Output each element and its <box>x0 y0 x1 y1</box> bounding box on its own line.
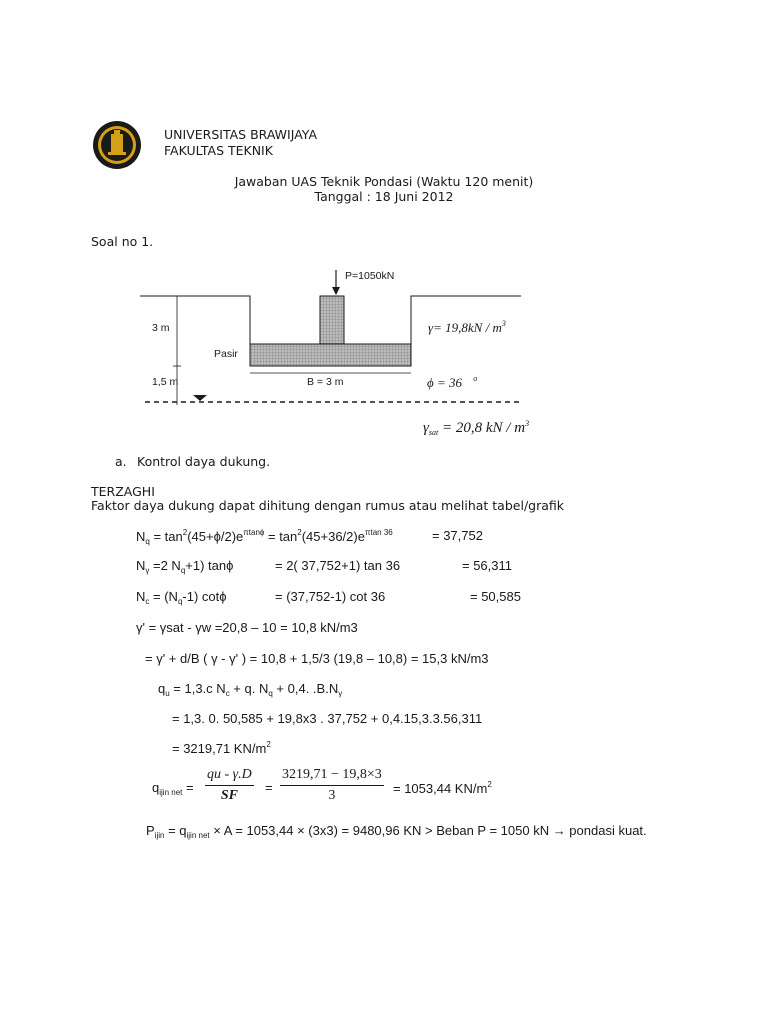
qu-lhs-sub: u <box>165 689 170 698</box>
qu-a-sub: c <box>225 689 230 698</box>
eq-nc <box>136 589 227 606</box>
gamma-exponent: 3 <box>501 319 506 328</box>
width-label: B = 3 m <box>307 376 344 388</box>
faculty-name: FAKULTAS TEKNIK <box>164 143 273 158</box>
qu-b: + q. N <box>229 681 269 696</box>
nc-a-sub: q <box>177 597 183 606</box>
phi-symbol: ϕ <box>427 375 434 390</box>
eq-gamma-effective: = γ' + d/B ( γ - γ' ) = 10,8 + 1,5/3 (19,8 – 10,8) = 15,3 kN/m3 <box>145 651 489 666</box>
qu-b-sub: q <box>268 689 273 698</box>
section-a-text: Kontrol daya dukung. <box>137 454 271 469</box>
eq-gamma-prime: γ' = γsat - γw =20,8 – 10 = 10,8 kN/m3 <box>136 620 358 635</box>
nc-calc: = (37,752-1) cot 36 <box>275 589 386 604</box>
depth-label-1-5m: 1,5 m <box>152 376 179 388</box>
qu-c: + 0,4. .B.N <box>272 681 339 696</box>
nc-lhs-sub: c <box>145 597 150 606</box>
qijin-equals: = <box>265 780 273 795</box>
nq-a: = tan <box>149 529 183 544</box>
load-label: P=1050kN <box>345 270 395 282</box>
ng-b: +1) tanϕ <box>185 558 234 573</box>
pijin-a-sub: ijin net <box>186 831 210 840</box>
phi-degree: o <box>473 374 478 383</box>
nq-a-sup: 2 <box>182 528 188 537</box>
fraction-qijin-numeric <box>280 767 384 804</box>
soil-label: Pasir <box>214 348 238 360</box>
eq-qu-result <box>172 740 271 756</box>
ng-a-sub: q <box>180 566 186 575</box>
gsat-unit: kN / m <box>485 420 526 436</box>
gsat-subscript: sat <box>428 428 439 437</box>
phi-value: = 36 <box>436 375 463 390</box>
qijin-result: = 1053,44 KN/m <box>393 781 488 796</box>
gamma-unit: kN / m <box>467 320 502 335</box>
eq-qijin-lhs <box>152 780 194 797</box>
nc-a: = (N <box>149 589 178 604</box>
ng-a: =2 N <box>149 558 181 573</box>
qijin-lhs: q <box>152 780 160 795</box>
saturated-unit-weight-label <box>423 419 529 437</box>
pijin-lhs: P <box>146 823 155 838</box>
gamma-symbol: γ <box>428 320 434 335</box>
university-name: UNIVERSITAS BRAWIJAYA <box>164 127 317 142</box>
qu-result-sup: 2 <box>266 740 271 749</box>
fraction2-numerator: 3219,71 − 19,8×3 <box>282 767 382 782</box>
eq-nq <box>136 528 393 546</box>
nq-result: = 37,752 <box>432 528 483 543</box>
nq-c-sup: 2 <box>297 528 302 537</box>
nq-d-sup: πtan 36 <box>364 528 393 537</box>
pijin-lhs-sub: ijin <box>154 831 165 840</box>
friction-angle-label <box>427 374 477 391</box>
eq-qu-numeric: = 1,3. 0. 50,585 + 19,8x3 . 37,752 + 0,4.15,3.3.56,311 <box>172 711 483 726</box>
nc-b: -1) cotϕ <box>182 589 227 604</box>
exam-date: Tanggal : 18 Juni 2012 <box>314 189 454 204</box>
fraction-qijin-formula <box>205 767 254 804</box>
nq-c: = tan <box>264 529 298 544</box>
nq-lhs-sub: q <box>145 537 150 546</box>
university-seal-icon <box>92 120 142 170</box>
question-number: Soal no 1. <box>91 234 154 249</box>
gamma-value: = 19,8 <box>433 320 468 335</box>
eq-qijin-result <box>393 780 492 796</box>
eq-qu <box>158 681 342 698</box>
nq-b-sup: πtanϕ <box>243 528 265 537</box>
fraction2-denominator: 3 <box>328 788 336 803</box>
gsat-exponent: 3 <box>525 419 530 428</box>
ngamma-result: = 56,311 <box>462 558 513 573</box>
ng-lhs: N <box>136 558 146 573</box>
method-title: TERZAGHI <box>91 484 155 499</box>
foundation-diagram <box>140 265 560 445</box>
fraction1-denominator: SF <box>220 788 238 803</box>
nq-lhs: N <box>136 529 146 544</box>
foundation-sketch <box>140 265 560 445</box>
qijin-result-sup: 2 <box>487 780 492 789</box>
nc-result: = 50,585 <box>470 589 521 604</box>
pijin-b: × A = 1053,44 × (3x3) = 9480,96 KN > Beban P = 1050 kN → pondasi kuat. <box>209 823 647 838</box>
fraction1-numerator: qu - γ.D <box>207 767 252 782</box>
ng-lhs-sub: γ <box>145 566 150 575</box>
university-logo <box>92 120 142 170</box>
gsat-value: = 20,8 <box>442 420 483 436</box>
qu-a: = 1,3.c N <box>169 681 226 696</box>
nq-d: (45+36/2)e <box>301 529 365 544</box>
method-intro: Faktor daya dukung dapat dihitung dengan rumus atau melihat tabel/grafik <box>91 498 564 513</box>
qu-result: = 3219,71 KN/m <box>172 741 267 756</box>
gsat-symbol: γ <box>423 420 429 436</box>
qijin-lhs-sub: ijin net <box>159 788 183 797</box>
pijin-a: = q <box>164 823 187 838</box>
exam-title: Jawaban UAS Teknik Pondasi (Waktu 120 menit) <box>234 174 534 189</box>
eq-pijin <box>146 823 647 840</box>
depth-label-3m: 3 m <box>152 322 170 334</box>
ngamma-calc: = 2( 37,752+1) tan 36 <box>275 558 401 573</box>
section-a-label: a. <box>115 454 127 469</box>
qu-lhs: q <box>158 681 166 696</box>
qu-c-sub: γ <box>338 689 343 698</box>
eq-ngamma <box>136 558 233 575</box>
nc-lhs: N <box>136 589 146 604</box>
unit-weight-label <box>428 319 506 336</box>
nq-b: (45+ϕ/2)e <box>187 529 244 544</box>
qijin-eq: = <box>182 780 194 795</box>
